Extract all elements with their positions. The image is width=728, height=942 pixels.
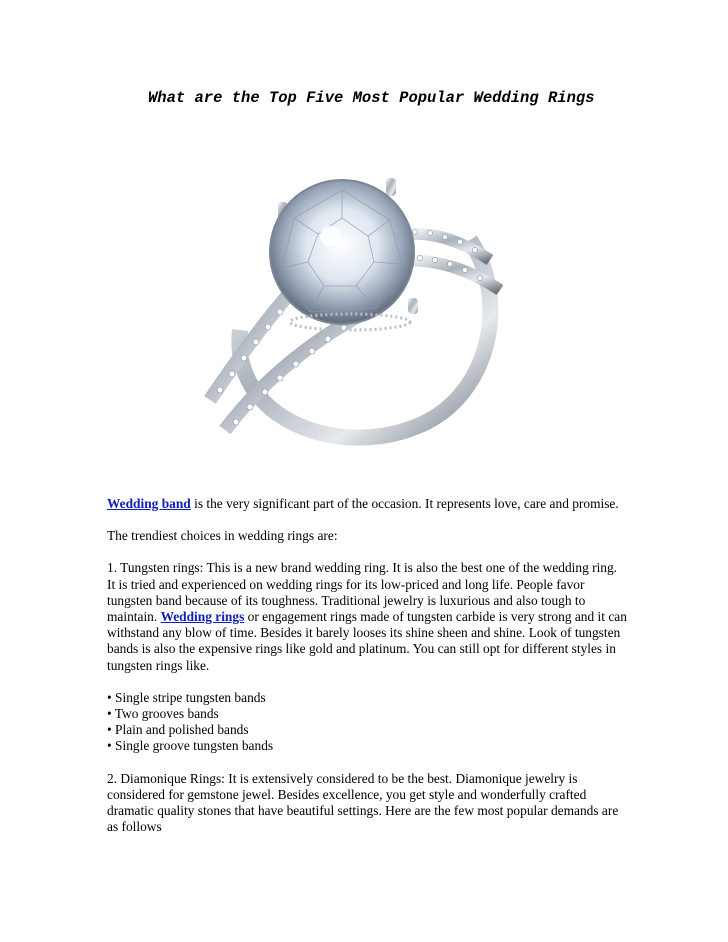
diamond-ring-image	[170, 140, 550, 470]
wedding-band-link[interactable]: Wedding band	[107, 496, 191, 511]
intro-paragraph	[107, 496, 627, 512]
item-1-text-a: 1. Tungsten rings: This is a new brand wedding ring. It is also the best one of the wedding ring. It is tried and experienced on wedding rings for its low-priced and long life. People favor tungsten band because of its toughness. Traditional jewelry is luxurious and also tough to maintain.	[107, 560, 618, 625]
item-1-paragraph	[107, 560, 627, 673]
list-item: • Single groove tungsten bands	[107, 738, 274, 754]
list-item: • Single stripe tungsten bands	[107, 689, 266, 705]
article-body	[107, 496, 627, 851]
tungsten-styles-list	[107, 690, 627, 755]
wedding-rings-link[interactable]: Wedding rings	[160, 609, 245, 625]
list-item: • Plain and polished bands	[107, 722, 249, 738]
intro-text: is the very significant part of the occasion. It represents love, care and promise.	[190, 496, 619, 511]
item-1-text-b: or engagement rings made of tungsten carbide is very strong and it can withstand any blow of time. Besides it barely looses its shine sheen and shine. Look of tungsten bands is also the expensive rings like gold and platinum. You can still opt for different styles in tungsten rings like.	[107, 609, 627, 673]
lead-in-text: The trendiest choices in wedding rings are:	[107, 528, 338, 544]
list-item: • Two grooves bands	[107, 706, 219, 722]
page-title: What are the Top Five Most Popular Wedding Rings	[148, 89, 595, 107]
item-2-paragraph: 2. Diamonique Rings: It is extensively considered to be the best. Diamonique jewelry is considered for gemstone jewel. Besides excellence, you get style and wonderfully crafted dramatic quality stones that have beautiful settings. Here are the few most popular demands are as follows	[107, 770, 619, 835]
